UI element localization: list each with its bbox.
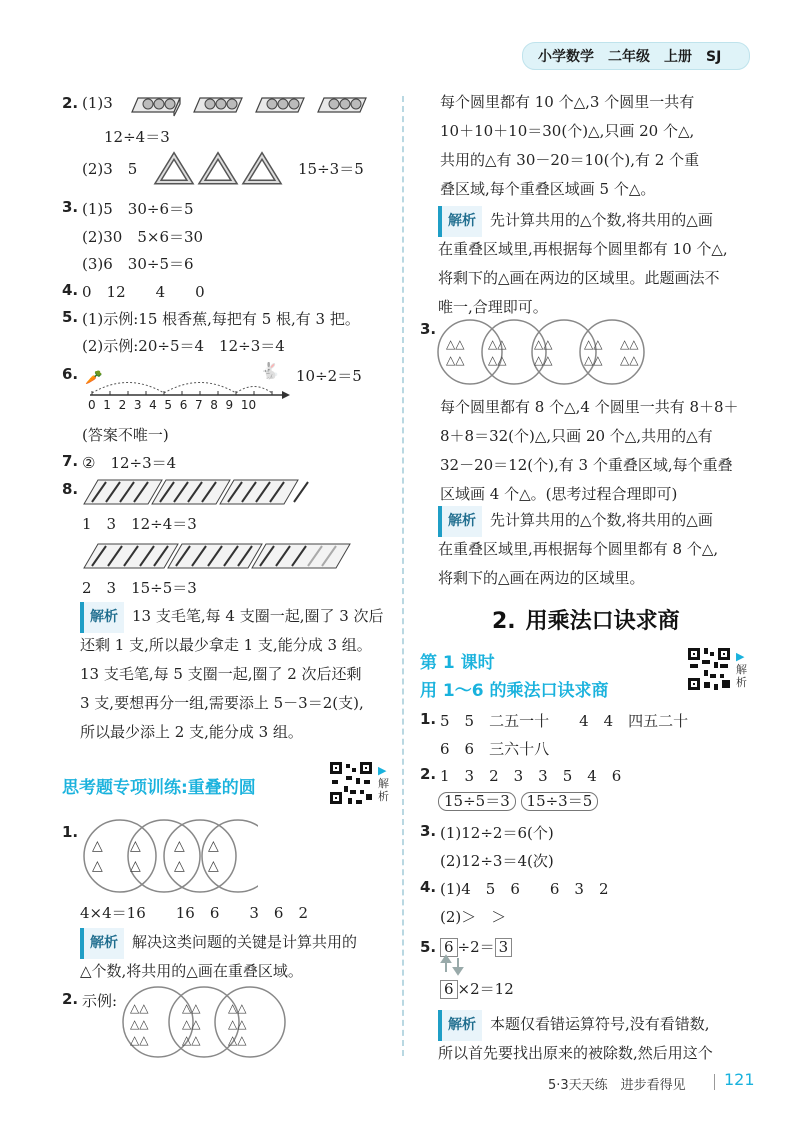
special-analysis-line1: 解析 解决这类问题的关键是计算共用的: [80, 928, 357, 959]
svg-text:△△: △△: [130, 1017, 149, 1031]
svg-text:△: △: [208, 838, 219, 854]
section-number: 2.: [492, 609, 516, 634]
answer-q4-line1: (1)4 5 6 6 3 2: [440, 880, 609, 898]
overlapping-circles-diagram-2: [118, 984, 290, 1060]
svg-text:🐇: 🐇: [260, 362, 280, 380]
section-title: 2. 用乘法口诀求商: [492, 609, 680, 634]
answer-q5-division: 6 ÷2＝ 3: [440, 936, 512, 957]
answer-box: 6: [440, 938, 458, 957]
tick-label: 2: [118, 398, 127, 412]
tick-label: 1: [103, 398, 111, 412]
right-q3-number: 3.: [420, 320, 437, 338]
q7-number: 7.: [62, 452, 79, 470]
tick-label: 10: [240, 398, 257, 412]
tick-label: 7: [194, 398, 203, 412]
analysis-label: 解析: [438, 1010, 482, 1041]
column-divider: [402, 96, 404, 1056]
q2-number: 2.: [62, 94, 79, 112]
oval-answer: 15÷3＝5: [521, 792, 599, 811]
tick-label: 0: [88, 398, 96, 412]
answer-q2-line1: 1 3 2 3 3 5 4 6: [440, 767, 622, 785]
special-q1-text: 4×4＝16 16 6 3 6 2: [80, 904, 309, 922]
analysis-2-line1: 解析 先计算共用的△个数,将共用的△画: [438, 206, 713, 237]
svg-text:△△: △△: [534, 353, 553, 367]
q2-part1: (1)3: [82, 94, 113, 112]
q2-part2: (2)3 5: [82, 160, 138, 178]
brush-group-illustration-1: [80, 474, 320, 508]
right-cont-line2: 10＋10＋10＝30(个)△,只画 20 个△,: [440, 122, 695, 140]
answer-box: 3: [495, 938, 513, 957]
answer-q3-line2: (2)12÷3＝4(次): [440, 852, 554, 870]
svg-text:△△: △△: [488, 353, 507, 367]
answer-q2-ovals: [438, 792, 598, 811]
analysis-1-line4: 3 支,要想再分一组,需要添上 5－3＝2(支),: [80, 694, 364, 712]
right-q3-line4: 区域画 4 个△。(思考过程合理即可): [440, 485, 678, 503]
svg-text:△△: △△: [228, 1001, 247, 1015]
q3-line1: (1)5 30÷6＝5: [82, 200, 194, 218]
analysis-label: 解析: [438, 506, 482, 537]
answer-box: 6: [440, 980, 458, 999]
answer-q1-line1: 5 5 二五一十 4 4 四五二十: [440, 712, 689, 730]
overlapping-circles-diagram-1: [78, 818, 258, 894]
right-q3-line2: 8＋8＝32(个)△,只画 20 个△,共用的△有: [440, 427, 713, 445]
q4-number: 4.: [62, 281, 79, 299]
svg-text:△△: △△: [228, 1017, 247, 1031]
pen-box-illustration: [128, 90, 378, 118]
analysis-1-line5: 所以最少添上 2 支,能分成 3 组。: [80, 723, 303, 741]
tick-label: 9: [225, 398, 234, 412]
overlapping-circles-diagram-3: [436, 318, 654, 386]
q5-number: 5.: [62, 308, 79, 326]
svg-text:△: △: [208, 858, 219, 874]
answer-q2-number: 2.: [420, 765, 437, 783]
svg-text:△△: △△: [620, 337, 639, 351]
special-q1-number: 1.: [62, 823, 79, 841]
analysis-1-line3: 13 支毛笔,每 5 支圈一起,圈了 2 次后还剩: [80, 665, 362, 683]
tick-label: 8: [210, 398, 218, 412]
q6-note: (答案不唯一): [82, 426, 169, 444]
analysis-4-line2: 所以首先要找出原来的被除数,然后用这个: [438, 1044, 713, 1062]
answer-q5-multiply: 6 ×2＝12: [440, 978, 514, 999]
lesson-label: 第 1 课时: [420, 653, 495, 673]
svg-text:△: △: [92, 858, 103, 874]
svg-text:△△: △△: [182, 1001, 201, 1015]
q8-number: 8.: [62, 480, 79, 498]
footer-brand: 5·3天天练 进步看得见: [548, 1078, 686, 1093]
svg-text:🥕: 🥕: [85, 370, 103, 386]
analysis-3-line2: 在重叠区域里,再根据每个圆里都有 8 个△,: [438, 540, 719, 558]
analysis-2-line4: 唯一,合理即可。: [438, 298, 548, 316]
svg-text:△△: △△: [584, 337, 603, 351]
qr-analysis-label: ▶ 解 析: [378, 764, 389, 803]
answer-q3-line1: (1)12÷2＝6(个): [440, 824, 554, 842]
number-line-ticks: [88, 398, 256, 412]
q5-line2: (2)示例:20÷5＝4 12÷3＝4: [82, 337, 285, 355]
q8-line2: 2 3 15÷5＝3: [82, 579, 197, 597]
special-q2-number: 2.: [62, 990, 79, 1008]
right-cont-line3: 共用的△有 30－20＝10(个),有 2 个重: [440, 151, 700, 169]
analysis-3-line3: 将剩下的△画在两边的区域里。: [438, 569, 645, 587]
q6-number: 6.: [62, 365, 79, 383]
brush-group-illustration-2: [80, 538, 360, 572]
answer-q5-number: 5.: [420, 938, 437, 956]
q5-line1: (1)示例:15 根香蕉,每把有 5 根,有 3 把。: [82, 310, 360, 328]
analysis-4-line1: 解析 本题仅看错运算符号,没有看错数,: [438, 1010, 710, 1041]
answer-q4-number: 4.: [420, 878, 437, 896]
analysis-1-line2: 还剩 1 支,所以最少拿走 1 支,能分成 3 组。: [80, 636, 372, 654]
q7-text: ② 12÷3＝4: [82, 454, 177, 472]
page-number: 121: [724, 1070, 755, 1089]
q3-line2: (2)30 5×6＝30: [82, 228, 204, 246]
tick-label: 6: [179, 398, 188, 412]
analysis-label: 解析: [80, 602, 124, 633]
svg-text:△: △: [92, 838, 103, 854]
q8-line1: 1 3 12÷4＝3: [82, 515, 197, 533]
tick-label: 4: [149, 398, 157, 412]
footer-separator: [714, 1074, 715, 1090]
analysis-label: 解析: [80, 928, 124, 959]
special-analysis-line2: △个数,将共用的△画在重叠区域。: [80, 962, 303, 980]
right-q3-line1: 每个圆里都有 8 个△,4 个圆里一共有 8＋8＋: [440, 398, 739, 416]
answer-q4-line2: (2)＞ ＞: [440, 908, 507, 926]
svg-text:△△: △△: [130, 1033, 149, 1047]
tick-label: 5: [164, 398, 173, 412]
double-arrow-icon: [440, 954, 464, 976]
analysis-label: 解析: [438, 206, 482, 237]
q2-eq1: 12÷4＝3: [104, 128, 170, 146]
svg-text:△: △: [130, 858, 141, 874]
svg-text:△: △: [174, 858, 185, 874]
analysis-2-line2: 在重叠区域里,再根据每个圆里都有 10 个△,: [438, 240, 728, 258]
qr-code-icon[interactable]: [328, 760, 374, 806]
svg-text:△△: △△: [488, 337, 507, 351]
stick-triangles-illustration: [152, 150, 292, 188]
svg-text:△△: △△: [620, 353, 639, 367]
svg-text:△△: △△: [534, 337, 553, 351]
svg-text:△△: △△: [228, 1033, 247, 1047]
qr-code-icon[interactable]: [686, 646, 732, 692]
answer-q3-number: 3.: [420, 822, 437, 840]
lesson-subtitle: 用 1～6 的乘法口诀求商: [420, 681, 609, 701]
svg-text:△△: △△: [446, 337, 465, 351]
svg-text:△△: △△: [584, 353, 603, 367]
svg-text:△: △: [130, 838, 141, 854]
svg-text:△△: △△: [446, 353, 465, 367]
right-cont-line4: 叠区域,每个重叠区域画 5 个△。: [440, 180, 656, 198]
svg-text:△△: △△: [182, 1017, 201, 1031]
q2-eq2: 15÷3＝5: [298, 160, 364, 178]
analysis-1-line1: 解析 13 支毛笔,每 4 支圈一起,圈了 3 次后: [80, 602, 384, 633]
qr-analysis-label: ▶ 解 析: [736, 650, 747, 689]
answer-q1-number: 1.: [420, 710, 437, 728]
svg-text:△: △: [174, 838, 185, 854]
right-cont-line1: 每个圆里都有 10 个△,3 个圆里一共有: [440, 93, 695, 111]
q6-equation: 10÷2＝5: [296, 367, 362, 385]
q3-number: 3.: [62, 198, 79, 216]
svg-text:△△: △△: [182, 1033, 201, 1047]
q4-text: 0 12 4 0: [82, 283, 205, 301]
special-training-title: 思考题专项训练:重叠的圆: [62, 778, 256, 798]
header-tag: 小学数学 二年级 上册 SJ: [538, 49, 722, 65]
svg-text:△△: △△: [130, 1001, 149, 1015]
analysis-3-line1: 解析 先计算共用的△个数,将共用的△画: [438, 506, 713, 537]
answer-q1-line2: 6 6 三六十八: [440, 740, 550, 758]
special-q2-text: 示例:: [82, 992, 118, 1010]
analysis-2-line3: 将剩下的△画在两边的区域里。此题画法不: [438, 269, 720, 287]
right-q3-line3: 32－20＝12(个),有 3 个重叠区域,每个重叠: [440, 456, 733, 474]
oval-answer: 15÷5＝3: [438, 792, 516, 811]
q3-line3: (3)6 30÷5＝6: [82, 255, 194, 273]
tick-label: 3: [133, 398, 142, 412]
